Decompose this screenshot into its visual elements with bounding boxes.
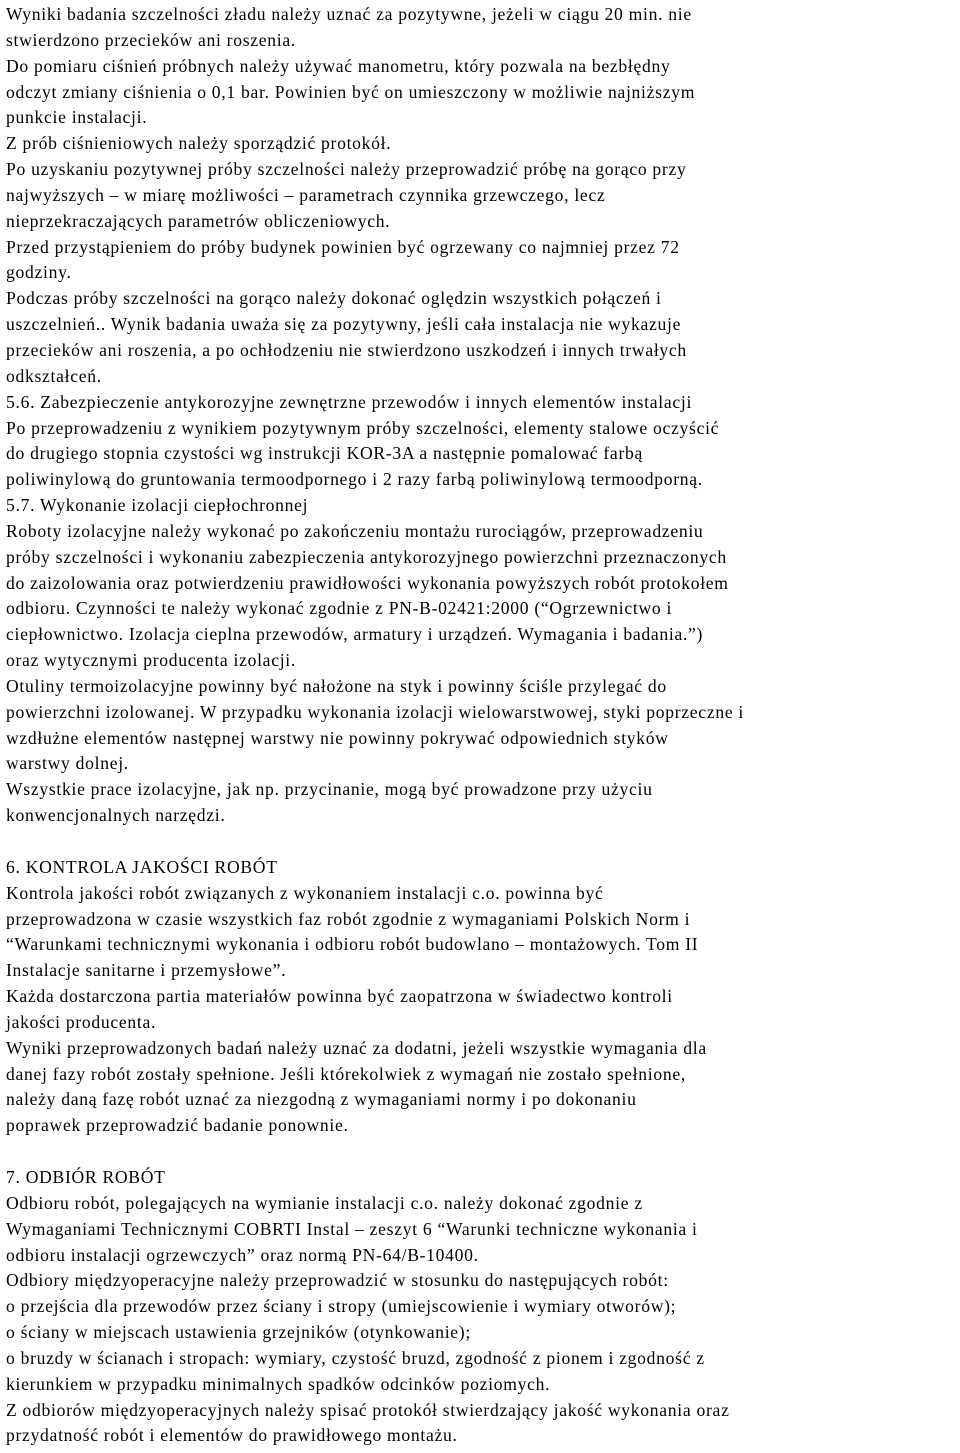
text-line: odbioru instalacji ogrzewczych” oraz normą PN-64/B-10400.: [6, 1244, 479, 1265]
text-line: Wyniki badania szczelności zładu należy uznać za pozytywne, jeżeli w ciągu 20 min. nie: [6, 4, 692, 24]
text-line: przecieków ani roszenia, a po ochłodzeniu nie stwierdzono uszkodzeń i innych trwałych: [6, 339, 687, 360]
text-line: kierunkiem w przypadku minimalnych spadków odcinków poziomych.: [6, 1373, 551, 1394]
text-line: stwierdzono przecieków ani roszenia.: [6, 29, 296, 50]
text-line: konwencjonalnych narzędzi.: [6, 805, 226, 826]
text-line: wzdłużne elementów następnej warstwy nie powinny pokrywać odpowiednich styków: [6, 727, 669, 748]
text-line: Odbiory międzyoperacyjne należy przeprowadzić w stosunku do następujących robót:: [6, 1270, 669, 1291]
text-line: Roboty izolacyjne należy wykonać po zakończeniu montażu rurociągów, przeprowadzeniu: [6, 520, 704, 541]
text-line: uszczelnień.. Wynik badania uważa się za pozytywny, jeśli cała instalacja nie wykazuje: [6, 314, 682, 335]
text-line: przeprowadzona w czasie wszystkich faz robót zgodnie z wymaganiami Polskich Norm i: [6, 908, 691, 929]
text-line: próby szczelności i wykonaniu zabezpieczenia antykorozyjnego powierzchni przeznaczonych: [6, 546, 727, 567]
text-line: o ściany w miejscach ustawienia grzejników (otynkowanie);: [6, 1322, 471, 1343]
text-line: Po uzyskaniu pozytywnej próby szczelności należy przeprowadzić próbę na gorąco przy: [6, 159, 687, 180]
text-line: nieprzekraczających parametrów obliczeniowych.: [6, 210, 391, 231]
text-line: do zaizolowania oraz potwierdzeniu prawidłowości wykonania powyższych robót protokołem: [6, 572, 729, 593]
text-line: odkształceń.: [6, 365, 102, 386]
text-line: najwyższych – w miarę możliwości – parametrach czynnika grzewczego, lecz: [6, 184, 606, 205]
text-line: powierzchni izolowanej. W przypadku wykonania izolacji wielowarstwowej, styki poprzeczne i: [6, 701, 745, 722]
text-line: Instalacje sanitarne i przemysłowe”.: [6, 960, 287, 981]
text-line: Wyniki przeprowadzonych badań należy uznać za dodatni, jeżeli wszystkie wymagania dla: [6, 1037, 707, 1058]
text-line: należy daną fazę robót uznać za niezgodną z wymaganiami normy i po dokonaniu: [6, 1089, 637, 1110]
text-line: Przed przystąpieniem do próby budynek powinien być ogrzewany co najmniej przez 72: [6, 236, 680, 257]
text-line: przydatność robót i elementów do prawidłowego montażu.: [6, 1425, 458, 1446]
text-line: godziny.: [6, 262, 72, 283]
text-line: do drugiego stopnia czystości wg instrukcji KOR-3A a następnie pomalować farbą: [6, 443, 644, 464]
text-line: Do pomiaru ciśnień próbnych należy używać manometru, który pozwala na bezbłędny: [6, 55, 671, 76]
blank-line: [6, 829, 954, 855]
text-line: 5.7. Wykonanie izolacji ciepłochronnej: [6, 495, 309, 516]
text-line: punkcie instalacji.: [6, 107, 148, 128]
text-line: Otuliny termoizolacyjne powinny być nałożone na styk i powinny ściśle przylegać do: [6, 675, 667, 696]
text-line: Odbioru robót, polegających na wymianie instalacji c.o. należy dokonać zgodnie z: [6, 1192, 643, 1213]
text-line: jakości producenta.: [6, 1011, 157, 1032]
text-line: Kontrola jakości robót związanych z wykonaniem instalacji c.o. powinna być: [6, 882, 604, 903]
text-line: ciepłownictwo. Izolacja cieplna przewodów, armatury i urządzeń. Wymagania i badania.”): [6, 624, 704, 645]
text-line: Wszystkie prace izolacyjne, jak np. przycinanie, mogą być prowadzone przy użyciu: [6, 779, 653, 800]
text-line: danej fazy robót zostały spełnione. Jeśli którekolwiek z wymagań nie zostało spełnione,: [6, 1063, 686, 1084]
text-line: odbioru. Czynności te należy wykonać zgodnie z PN-B-02421:2000 (“Ogrzewnictwo i: [6, 598, 673, 619]
text-line: odczyt zmiany ciśnienia o 0,1 bar. Powinien być on umieszczony w możliwie najniższym: [6, 81, 696, 102]
text-line: warstwy dolnej.: [6, 753, 129, 774]
text-line: 5.6. Zabezpieczenie antykorozyjne zewnętrzne przewodów i innych elementów instalacji: [6, 391, 693, 412]
text-line: “Warunkami technicznymi wykonania i odbioru robót budowlano – montażowych. Tom II: [6, 934, 699, 955]
text-line: Podczas próby szczelności na gorąco należy dokonać oględzin wszystkich połączeń i: [6, 288, 662, 309]
text-line: 6. KONTROLA JAKOŚCI ROBÓT: [6, 856, 278, 877]
text-line: Wymaganiami Technicznymi COBRTI Instal – zeszyt 6 “Warunki techniczne wykonania i: [6, 1218, 698, 1239]
text-line: o bruzdy w ścianach i stropach: wymiary, czystość bruzd, zgodność z pionem i zgodność z: [6, 1347, 705, 1368]
text-line: Z odbiorów międzyoperacyjnych należy spisać protokół stwierdzający jakość wykonania oraz: [6, 1399, 730, 1420]
text-line: Z prób ciśnieniowych należy sporządzić protokół.: [6, 133, 392, 154]
text-line: poprawek przeprowadzić badanie ponownie.: [6, 1115, 349, 1136]
text-line: Po przeprowadzeniu z wynikiem pozytywnym próby szczelności, elementy stalowe oczyścić: [6, 417, 720, 438]
text-line: oraz wytycznymi producenta izolacji.: [6, 650, 296, 671]
text-line: 7. ODBIÓR ROBÓT: [6, 1166, 166, 1187]
blank-line: [6, 1139, 954, 1165]
text-line: Każda dostarczona partia materiałów powinna być zaopatrzona w świadectwo kontroli: [6, 986, 673, 1007]
text-line: poliwinylową do gruntowania termoodpornego i 2 razy farbą poliwinylową termoodporną.: [6, 469, 703, 490]
text-line: o przejścia dla przewodów przez ściany i stropy (umiejscowienie i wymiary otworów);: [6, 1296, 677, 1317]
